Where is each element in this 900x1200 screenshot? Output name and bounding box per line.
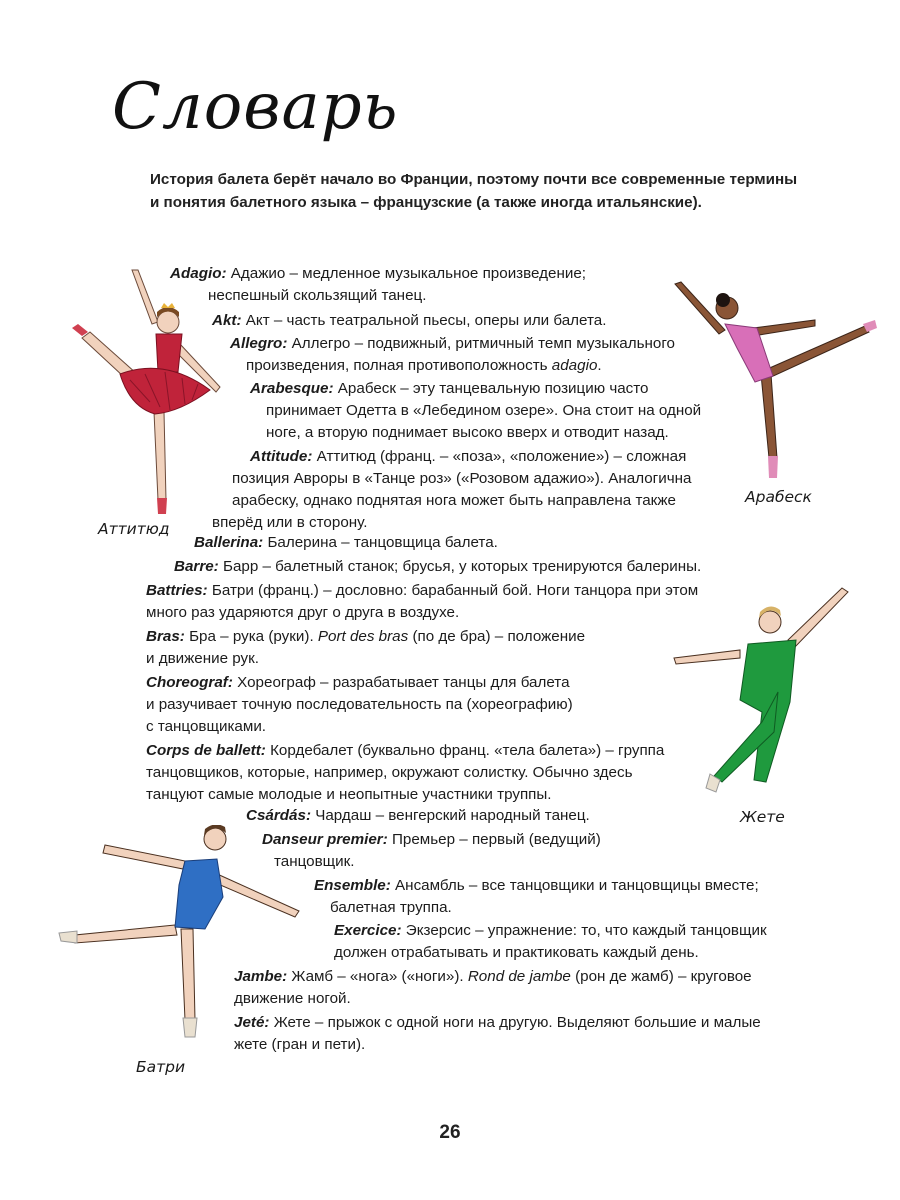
entry-term: Ballerina: [194,534,264,551]
entry-text: Аттитюд (франц. – «поза», «положение») – сложная [316,448,687,465]
entry-term: Allegro: [230,335,288,352]
entry-text: Бра – рука (руки). [189,628,318,645]
entry-text: танцовщик. [274,853,355,870]
entry-arabesque [250,378,701,444]
entry-text: много раз ударяются друг о друга в воздухе. [146,604,460,621]
entry-term: Danseur premier: [262,831,388,848]
entry-text: Барр – балетный станок; брусья, у которых тренируются балерины. [222,558,702,575]
entry-text: неспешный скользящий танец. [208,287,427,304]
dancer-battri-illustration [55,825,305,1050]
entry-text: вперёд или в сторону. [212,514,368,531]
entry-text: ноге, а вторую поднимает высоко вверх и отводит назад. [266,424,669,441]
entry-attitude [212,446,691,534]
entry-text: Экзерсис – упражнение: то, что каждый танцовщик [405,922,767,939]
entry-text: танцуют самые молодые и неопытные участники труппы. [146,786,552,803]
caption-battri: Батри [136,1058,186,1076]
entry-text: Аллегро – подвижный, ритмичный темп музыкального [291,335,675,352]
entry-text: Акт – часть театральной пьесы, оперы или балета. [245,312,607,329]
entry-text: Хореограф – разрабатывает танцы для балета [237,674,570,691]
entry-text: должен отрабатывать и практиковать каждый день. [334,944,699,961]
entry-text: Жете – прыжок с одной ноги на другую. Выделяют большие и малые [273,1014,761,1031]
entry-term: Jambe: [234,968,288,985]
entry-csardas [246,805,590,827]
entry-term: Battries: [146,582,208,599]
entry-choreograf [146,672,573,738]
entry-text: (рон де жамб) – круговое [570,968,752,985]
entry-text: Кордебалет (буквально франц. «тела балета») – группа [270,742,665,759]
entry-text: Ансамбль – все танцовщики и танцовщицы вместе; [395,877,759,894]
entry-term-italic: Rond de jambe [467,968,571,985]
entry-text: Батри (франц.) – дословно: барабанный бой. Ноги танцора при этом [211,582,699,599]
entry-text: и разучивает точную последовательность па (хореографию) [146,696,573,713]
entry-text: Арабеск – эту танцевальную позицию часто [337,380,649,397]
entry-term: Corps de ballett: [146,742,266,759]
entry-text: Жамб – «нога» («ноги»). [291,968,468,985]
entry-jete [234,1012,761,1056]
entry-term-italic: adagio [551,357,598,374]
entry-term: Barre: [174,558,219,575]
entry-battries [146,580,698,624]
entry-text: Адажио – медленное музыкальное произведение; [230,265,586,282]
entry-term: Exercice: [334,922,402,939]
entry-term: Adagio: [170,265,227,282]
entry-text: (по де бра) – положение [408,628,586,645]
entry-text: Чардаш – венгерский народный танец. [315,807,590,824]
entry-text: движение ногой. [234,990,351,1007]
entry-ballerina [194,532,498,554]
ballerina-attitude-illustration [60,262,235,517]
dancer-jete-illustration [670,582,855,802]
entry-barre [174,556,701,578]
entry-term: Jeté: [234,1014,270,1031]
page-title: Словарь [112,70,399,144]
entry-text: с танцовщиками. [146,718,267,735]
entry-term: Csárdás: [246,807,311,824]
entry-text: . [597,357,602,374]
caption-arabesque: Арабеск [745,488,812,506]
entry-text: арабеску, однако поднятая нога может быть направлена также [232,492,676,509]
entry-text: позиция Авроры в «Танце роз» («Розовом адажио»). Аналогична [232,470,692,487]
entry-term: Choreograf: [146,674,233,691]
intro-paragraph: История балета берёт начало во Франции, поэтому почти все современные термины и понятия балетного языка – французские (а также иногда итальянские). [150,171,798,211]
entry-term: Attitude: [250,448,313,465]
entry-term: Arabesque: [250,380,334,397]
entry-term: Ensemble: [314,877,391,894]
entry-text: жете (гран и пети). [234,1036,366,1053]
page-number: 26 [439,1122,461,1143]
entry-text: и движение рук. [146,650,259,667]
entry-term: Akt: [212,312,242,329]
entry-term-italic: Port des bras [317,628,409,645]
entry-text: произведения, полная противоположность [246,357,552,374]
entry-text: Балерина – танцовщица балета. [267,534,498,551]
caption-jete: Жете [740,808,785,826]
entry-bras [146,626,585,670]
entry-danseur-premier [262,829,601,873]
entry-term: Bras: [146,628,185,645]
entry-corps-de-ballett [146,740,664,806]
entry-ensemble [314,875,759,919]
caption-attitude: Аттитюд [98,520,170,538]
entry-text: балетная труппа. [330,899,452,916]
entry-text: принимает Одетта в «Лебедином озере». Она стоит на одной [266,402,702,419]
entry-jambe [234,966,752,1010]
ballerina-arabesque-illustration [665,278,880,483]
entry-exercice [334,920,767,964]
entry-text: Премьер – первый (ведущий) [392,831,601,848]
entry-allegro [230,333,675,377]
entry-text: танцовщиков, которые, например, окружают солистку. Обычно здесь [146,764,633,781]
entry-akt [212,310,606,332]
